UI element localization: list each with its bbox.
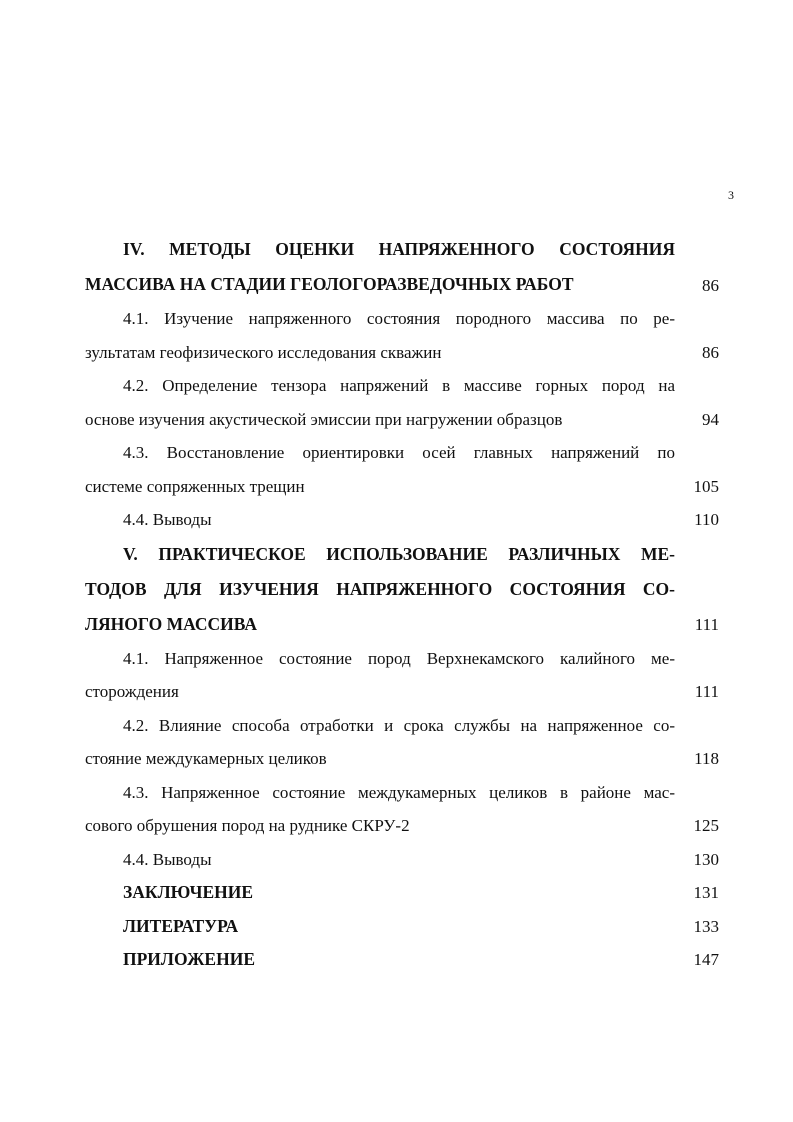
page-number: 3 — [728, 188, 734, 202]
toc-line: 4.3. Восстановление ориентировки осей главных напряжений по — [123, 443, 675, 462]
toc-page-number: 110 — [694, 510, 719, 529]
toc-page-number: 130 — [693, 849, 719, 869]
toc-appendix — [85, 943, 719, 977]
toc-page-number: 125 — [693, 816, 719, 835]
toc-section — [85, 369, 719, 436]
toc-page-number: 131 — [693, 883, 719, 902]
toc-chapter-v — [85, 537, 719, 642]
toc-references — [85, 910, 719, 944]
toc-page-number: 147 — [693, 950, 719, 969]
toc-page-number: 133 — [693, 916, 719, 936]
toc-line: V. ПРАКТИЧЕСКОЕ ИСПОЛЬЗОВАНИЕ РАЗЛИЧНЫХ МЕ- — [123, 543, 675, 564]
toc-conclusion — [85, 876, 719, 910]
toc-line: 4.4. Выводы — [123, 849, 212, 869]
toc-section — [85, 843, 719, 877]
toc-page-number: 94 — [702, 409, 719, 429]
toc-page-number: 111 — [694, 615, 719, 634]
toc-section — [85, 642, 719, 709]
toc-line: стояние междукамерных целиков — [85, 749, 327, 768]
toc-line: системе сопряженных трещин — [85, 476, 305, 496]
toc-chapter-iv — [85, 232, 719, 302]
toc-line: IV. МЕТОДЫ ОЦЕНКИ НАПРЯЖЕННОГО СОСТОЯНИЯ — [123, 239, 675, 259]
toc-section — [85, 436, 719, 503]
toc-line: МАССИВА НА СТАДИИ ГЕОЛОГОРАЗВЕДОЧНЫХ РАБОТ — [85, 274, 574, 294]
toc-line: ЗАКЛЮЧЕНИЕ — [123, 882, 254, 902]
toc-page-number: 86 — [702, 342, 719, 362]
toc-line: 4.2. Влияние способа отработки и срока службы на напряженное со- — [123, 715, 675, 735]
toc-page-number: 105 — [693, 476, 719, 496]
toc-line: 4.1. Напряженное состояние пород Верхнекамского калийного ме- — [123, 648, 675, 668]
toc-line: ПРИЛОЖЕНИЕ — [123, 949, 256, 969]
toc-line: 4.1. Изучение напряженного состояния породного массива по ре- — [123, 309, 675, 328]
toc-page-number: 118 — [694, 749, 719, 768]
table-of-contents — [85, 232, 719, 977]
toc-line: сторождения — [85, 682, 179, 701]
toc-line: ЛИТЕРАТУРА — [123, 915, 239, 936]
toc-line: ТОДОВ ДЛЯ ИЗУЧЕНИЯ НАПРЯЖЕННОГО СОСТОЯНИЯ СО- — [85, 578, 675, 599]
toc-page-number: 86 — [702, 275, 719, 295]
toc-section — [85, 776, 719, 843]
toc-line: зультатам геофизического исследования скважин — [85, 342, 442, 362]
toc-section — [85, 503, 719, 537]
toc-line: 4.4. Выводы — [123, 510, 212, 529]
toc-line: сового обрушения пород на руднике СКРУ-2 — [85, 816, 410, 835]
toc-line: 4.2. Определение тензора напряжений в массиве горных пород на — [123, 376, 675, 395]
toc-line: ЛЯНОГО МАССИВА — [85, 613, 257, 634]
toc-line: 4.3. Напряженное состояние междукамерных целиков в районе мас- — [123, 782, 675, 802]
toc-section — [85, 709, 719, 776]
toc-page-number: 111 — [694, 682, 719, 701]
toc-section — [85, 302, 719, 369]
toc-line: основе изучения акустической эмиссии при нагружении образцов — [85, 409, 563, 429]
